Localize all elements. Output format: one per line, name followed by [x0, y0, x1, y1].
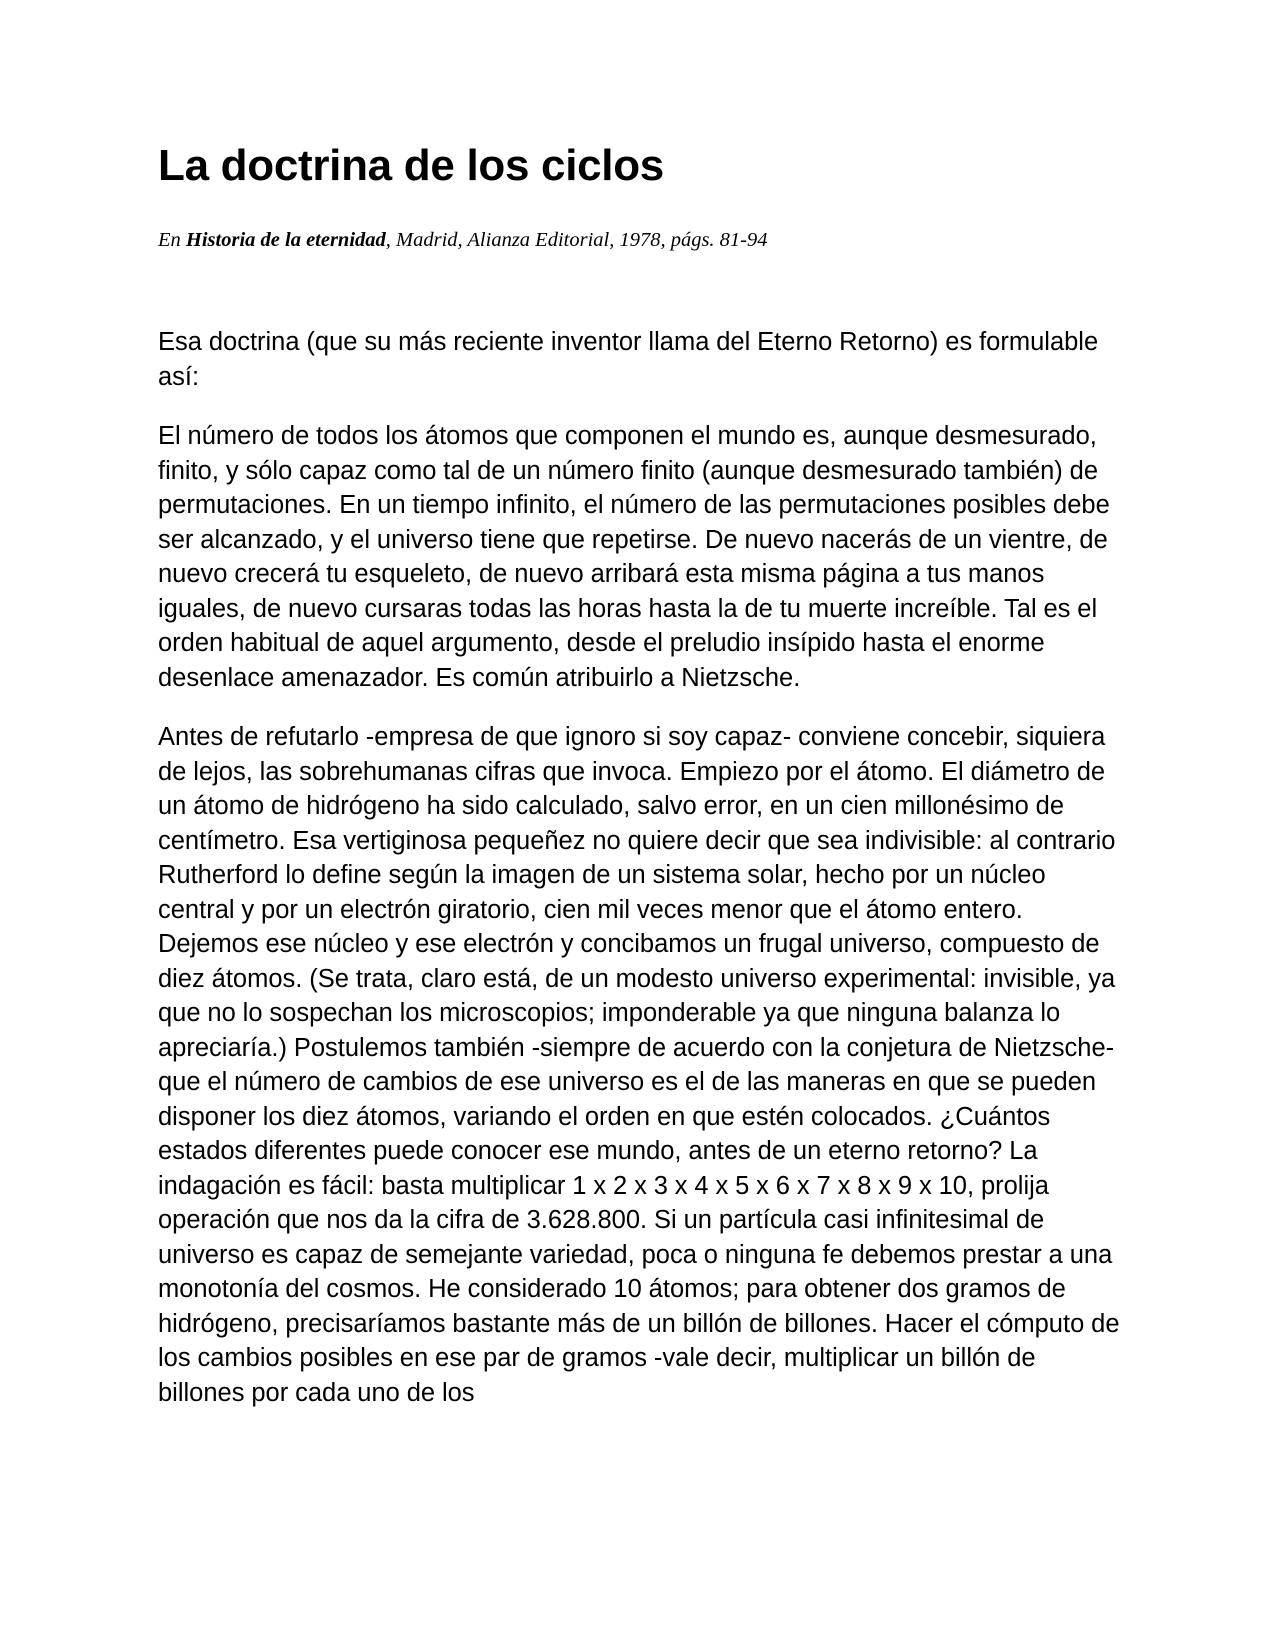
paragraph: Esa doctrina (que su más reciente inventor llama del Eterno Retorno) es formulable así: [158, 328, 1099, 391]
citation-prefix: En [158, 229, 186, 251]
citation-line [158, 227, 768, 254]
paragraph: Antes de refutarlo -empresa de que ignoro si soy capaz- conviene concebir, siquiera de lejos, las sobrehumanas cifras que invoca. Empiezo por el átomo. El diámetro de un átomo de hidrógeno ha sido calculado, salvo error, en un cien millonésimo de centímetro. Esa vertiginosa pequeñez no quiere decir que sea indivisible: al contrario Rutherford lo define según la imagen de un sistema solar, hecho por un núcleo central y por un electrón giratorio, cien mil veces menor que el átomo entero. Dejemos ese núcleo y ese electrón y concibamos un frugal universo, compuesto de diez átomos. (Se trata, claro está, de un modesto universo experimental: invisible, ya que no lo sospechan los microscopios; imponderable ya que ninguna balanza lo apreciaría.) Postulemos también -siempre de acuerdo con la conjetura de Nietzsche- que el número de cambios de ese universo es el de las maneras en que se pueden disponer los diez átomos, variando el orden en que estén colocados. ¿Cuántos estados diferentes puede conocer ese mundo, antes de un eterno retorno? La indagación es fácil: basta multiplicar 1 x 2 x 3 x 4 x 5 x 6 x 7 x 8 x 9 x 10, prolija operación que nos da la cifra de 3.628.800. Si un partícula casi infinitesimal de universo es capaz de semejante variedad, poca o ninguna fe debemos prestar a una monotonía del cosmos. He considerado 10 átomos; para obtener dos gramos de hidrógeno, precisaríamos bastante más de un billón de billones. Hacer el cómputo de los cambios posibles en ese par de gramos -vale decir, multiplicar un billón de billones por cada uno de los [158, 723, 1120, 1407]
body-text [158, 325, 1120, 1410]
citation-work-title: Historia de la eternidad [185, 229, 386, 251]
citation-suffix: , Madrid, Alianza Editorial, 1978, págs. 81-94 [385, 229, 768, 251]
paragraph: El número de todos los átomos que componen el mundo es, aunque desmesurado, finito, y sólo capaz como tal de un número finito (aunque desmesurado también) de permutaciones. En un tiempo infinito, el número de las permutaciones posibles debe ser alcanzado, y el universo tiene que repetirse. De nuevo nacerás de un vientre, de nuevo crecerá tu esqueleto, de nuevo arribará esta misma página a tus manos iguales, de nuevo cursaras todas las horas hasta la de tu muerte increíble. Tal es el orden habitual de aquel argumento, desde el preludio insípido hasta el enorme desenlace amenazador. Es común atribuirlo a Nietzsche. [158, 422, 1110, 692]
page-title: La doctrina de los ciclos [158, 141, 664, 190]
